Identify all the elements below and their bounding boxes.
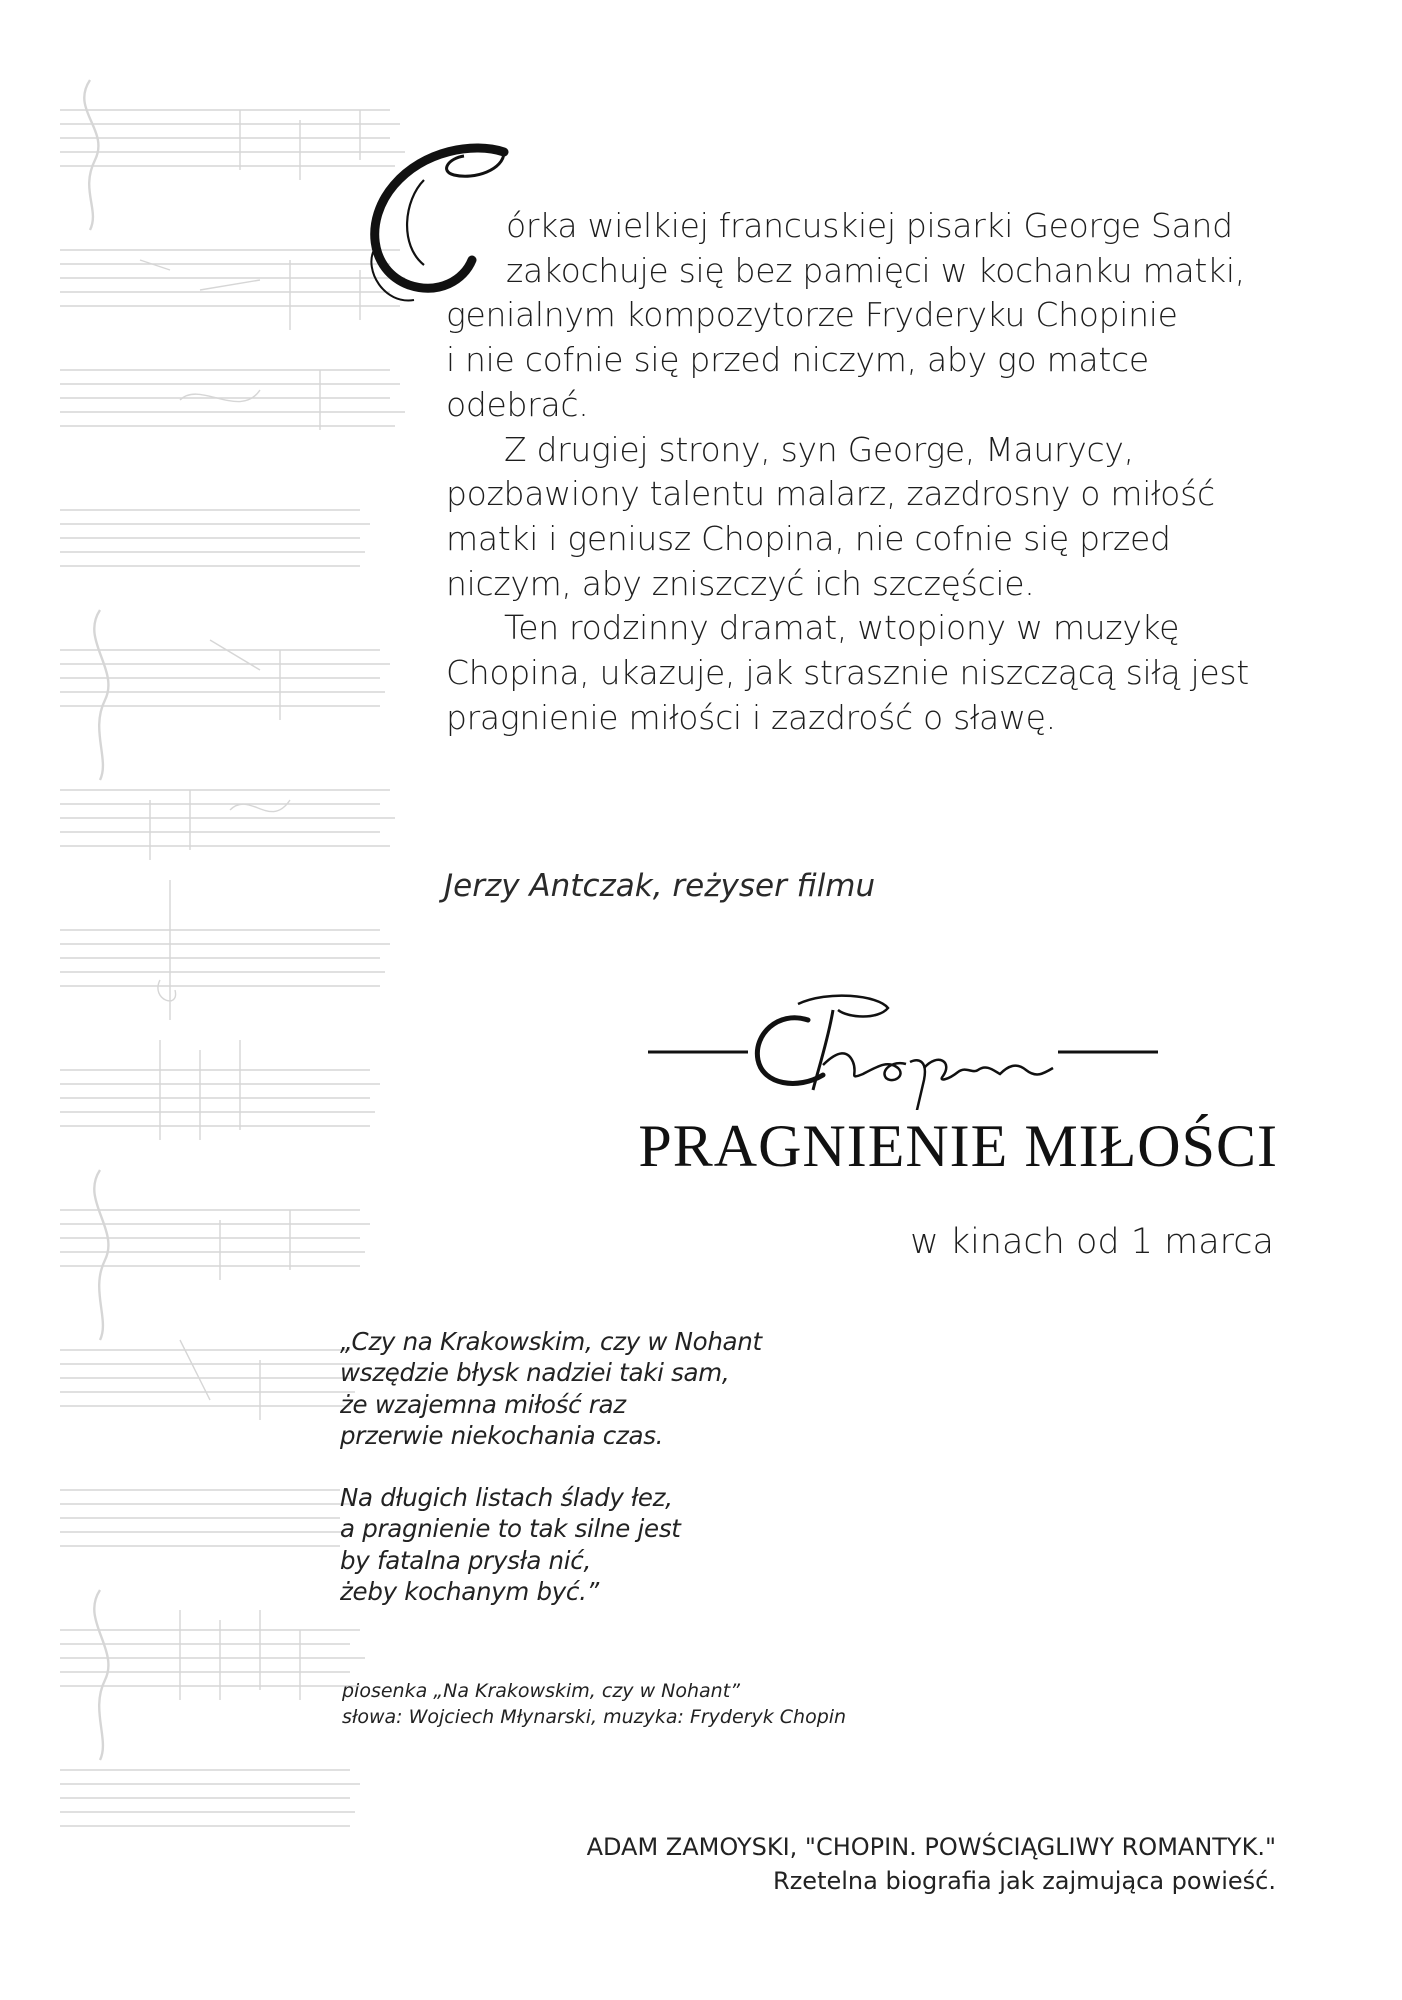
staff-group-4 bbox=[60, 510, 370, 566]
poem-stanza bbox=[340, 1326, 900, 1451]
poem-line: Na długich listach ślady łez, bbox=[340, 1483, 673, 1513]
intro-line: odebrać. bbox=[446, 384, 589, 424]
chopin-script-logo bbox=[648, 990, 1168, 1110]
intro-line: genialnym kompozytorze Fryderyku Chopinie bbox=[446, 295, 1178, 335]
poem-line: żeby kochanym być.” bbox=[340, 1577, 599, 1607]
poem-line: przerwie niekochania czas. bbox=[340, 1420, 664, 1450]
intro-line: pragnienie miłości i zazdrość o sławę. bbox=[446, 697, 1056, 737]
poem-stanza bbox=[340, 1482, 900, 1607]
poem bbox=[340, 1326, 900, 1638]
intro-line: niczym, aby zniszczyć ich szczęście. bbox=[446, 563, 1035, 603]
staff-group-5 bbox=[60, 610, 390, 780]
intro-line: Ten rodzinny dramat, wtopiony w muzykę bbox=[504, 608, 1180, 648]
staff-group-12 bbox=[60, 1590, 365, 1760]
music-manuscript-background bbox=[40, 60, 460, 1940]
staff-group-8 bbox=[60, 1040, 380, 1140]
song-credits bbox=[342, 1678, 942, 1730]
poem-line: wszędzie błysk nadziei taki sam, bbox=[340, 1358, 730, 1388]
intro-line: órka wielkiej francuskiej pisarki George Sand bbox=[506, 206, 1233, 245]
poem-line: a pragnienie to tak silne jest bbox=[340, 1514, 681, 1544]
director-signature: Jerzy Antczak, reżyser filmu bbox=[444, 868, 876, 904]
intro-line: Z drugiej strony, syn George, Maurycy, bbox=[504, 429, 1134, 469]
staff-group-6 bbox=[60, 790, 395, 860]
poem-line: „Czy na Krakowskim, czy w Nohant bbox=[340, 1327, 762, 1356]
credits-line: słowa: Wojciech Młynarski, muzyka: Fryderyk Chopin bbox=[342, 1706, 847, 1728]
poem-line: by fatalna prysła nić, bbox=[340, 1545, 591, 1575]
intro-line: matki i geniusz Chopina, nie cofnie się przed bbox=[446, 518, 1171, 558]
intro-line: pozbawiony talentu malarz, zazdrosny o miłość bbox=[446, 474, 1215, 514]
staff-group-13 bbox=[60, 1770, 360, 1826]
staff-group-3 bbox=[60, 370, 405, 430]
advert-tagline: Rzetelna biografia jak zajmująca powieść. bbox=[773, 1867, 1276, 1895]
staff-group-7 bbox=[60, 880, 390, 1020]
intro-line: Chopina, ukazuje, jak strasznie niszczącą siłą jest bbox=[446, 653, 1249, 693]
staff-group-10 bbox=[60, 1340, 360, 1420]
intro-line: i nie cofnie się przed niczym, aby go matce bbox=[446, 340, 1149, 380]
film-title: PRAGNIENIE MIŁOŚCI bbox=[638, 1113, 1278, 1179]
release-date: w kinach od 1 marca bbox=[910, 1222, 1274, 1262]
poem-line: że wzajemna miłość raz bbox=[340, 1389, 626, 1419]
credits-line: piosenka „Na Krakowskim, czy w Nohant” bbox=[342, 1680, 741, 1702]
staff-group-9 bbox=[60, 1170, 370, 1340]
intro-line: zakochuje się bez pamięci w kochanku matki, bbox=[506, 250, 1245, 290]
intro-text bbox=[446, 204, 1306, 740]
staff-group-11 bbox=[60, 1490, 350, 1546]
book-advert bbox=[400, 1830, 1276, 1898]
advert-title: ADAM ZAMOYSKI, "CHOPIN. POWŚCIĄGLIWY ROMANTYK." bbox=[586, 1833, 1276, 1861]
